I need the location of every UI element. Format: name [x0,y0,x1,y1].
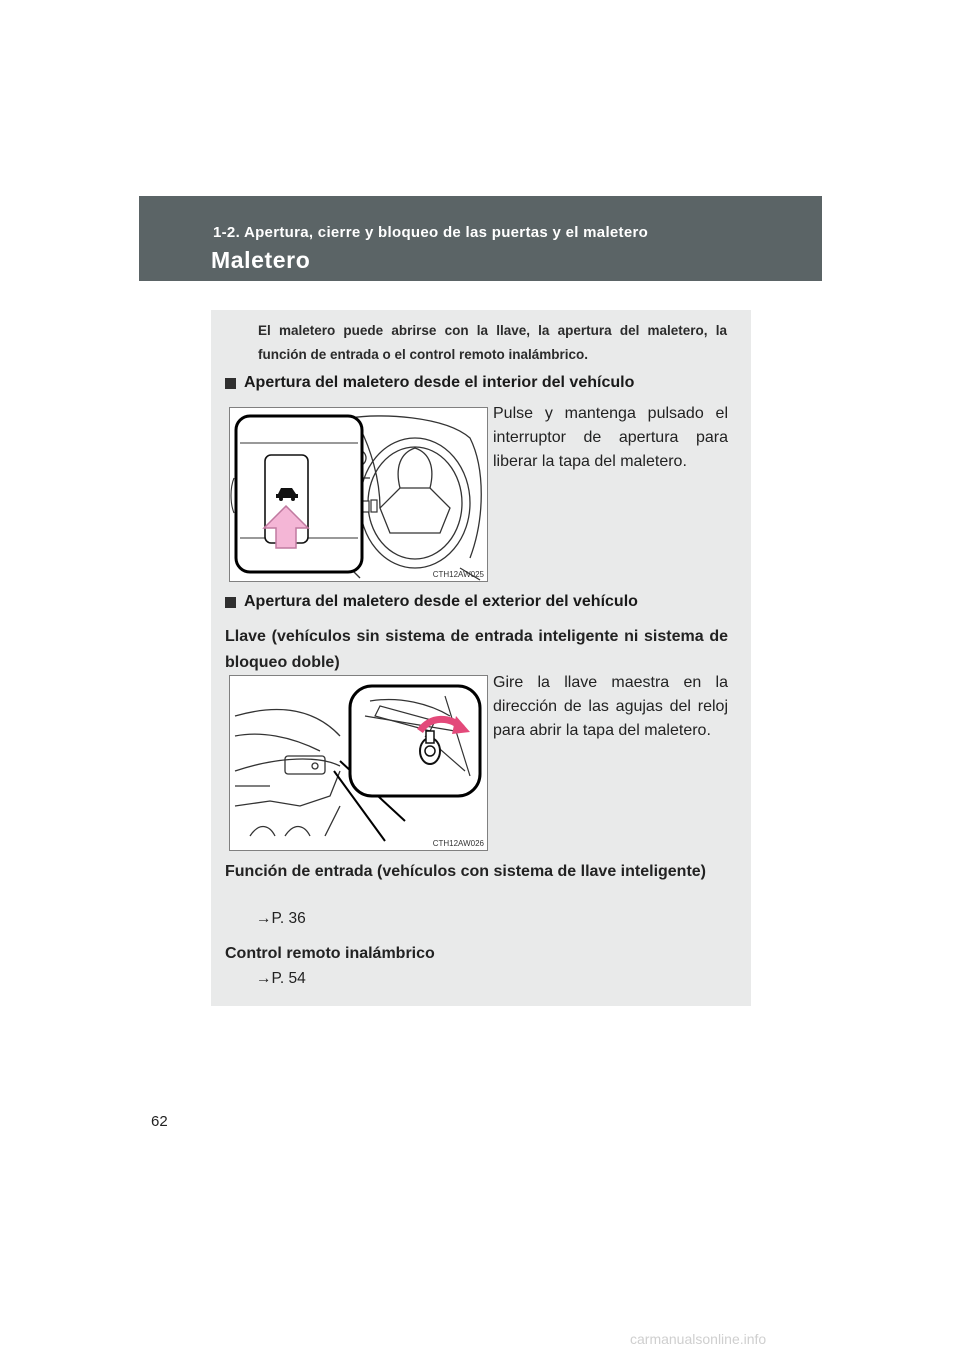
bullet-square-icon [225,597,236,608]
key-description: Gire la llave maestra en la dirección de las agujas del reloj para abrir la tapa del maletero. [493,674,728,739]
key-label: Llave (vehículos sin sistema de entrada inteligente ni sistema de bloqueo doble) [225,628,728,671]
key-trunk-figure [229,675,488,851]
bullet-square-icon [225,378,236,389]
watermark: carmanualsonline.info [630,1331,767,1347]
inside-heading [225,374,634,392]
figure-code: CTH12AW026 [432,839,484,848]
entry-page-reference[interactable]: →P. 36 [256,910,306,927]
entry-function-label: Función de entrada (vehículos con sistema de llave inteligente) [225,863,707,880]
remote-page-reference[interactable]: →P. 54 [256,970,306,987]
content-panel [211,310,751,1006]
section-header [139,196,822,281]
outside-heading-text: Apertura del maletero desde el exterior del vehículo [244,593,638,610]
page-number: 62 [151,1113,168,1130]
trunk-opener-switch-figure [229,407,488,582]
rear-car-illustration [230,676,487,850]
page-title: Maletero [211,247,311,273]
section-title: 1-2. Apertura, cierre y bloqueo de las puertas y el maletero [213,224,649,241]
inside-heading-text: Apertura del maletero desde el interior del vehículo [244,374,635,391]
remote-control-label: Control remoto inalámbrico [225,945,435,962]
outside-heading [225,593,638,611]
inside-description: Pulse y mantenga pulsado el interruptor de apertura para liberar la tapa del maletero. [493,405,728,470]
intro-text: El maletero puede abrirse con la llave, la apertura del maletero, la función de entrada o el control remoto inalámbrico. [258,323,727,362]
dashboard-illustration [230,408,487,581]
figure-code: CTH12AW025 [432,570,484,579]
